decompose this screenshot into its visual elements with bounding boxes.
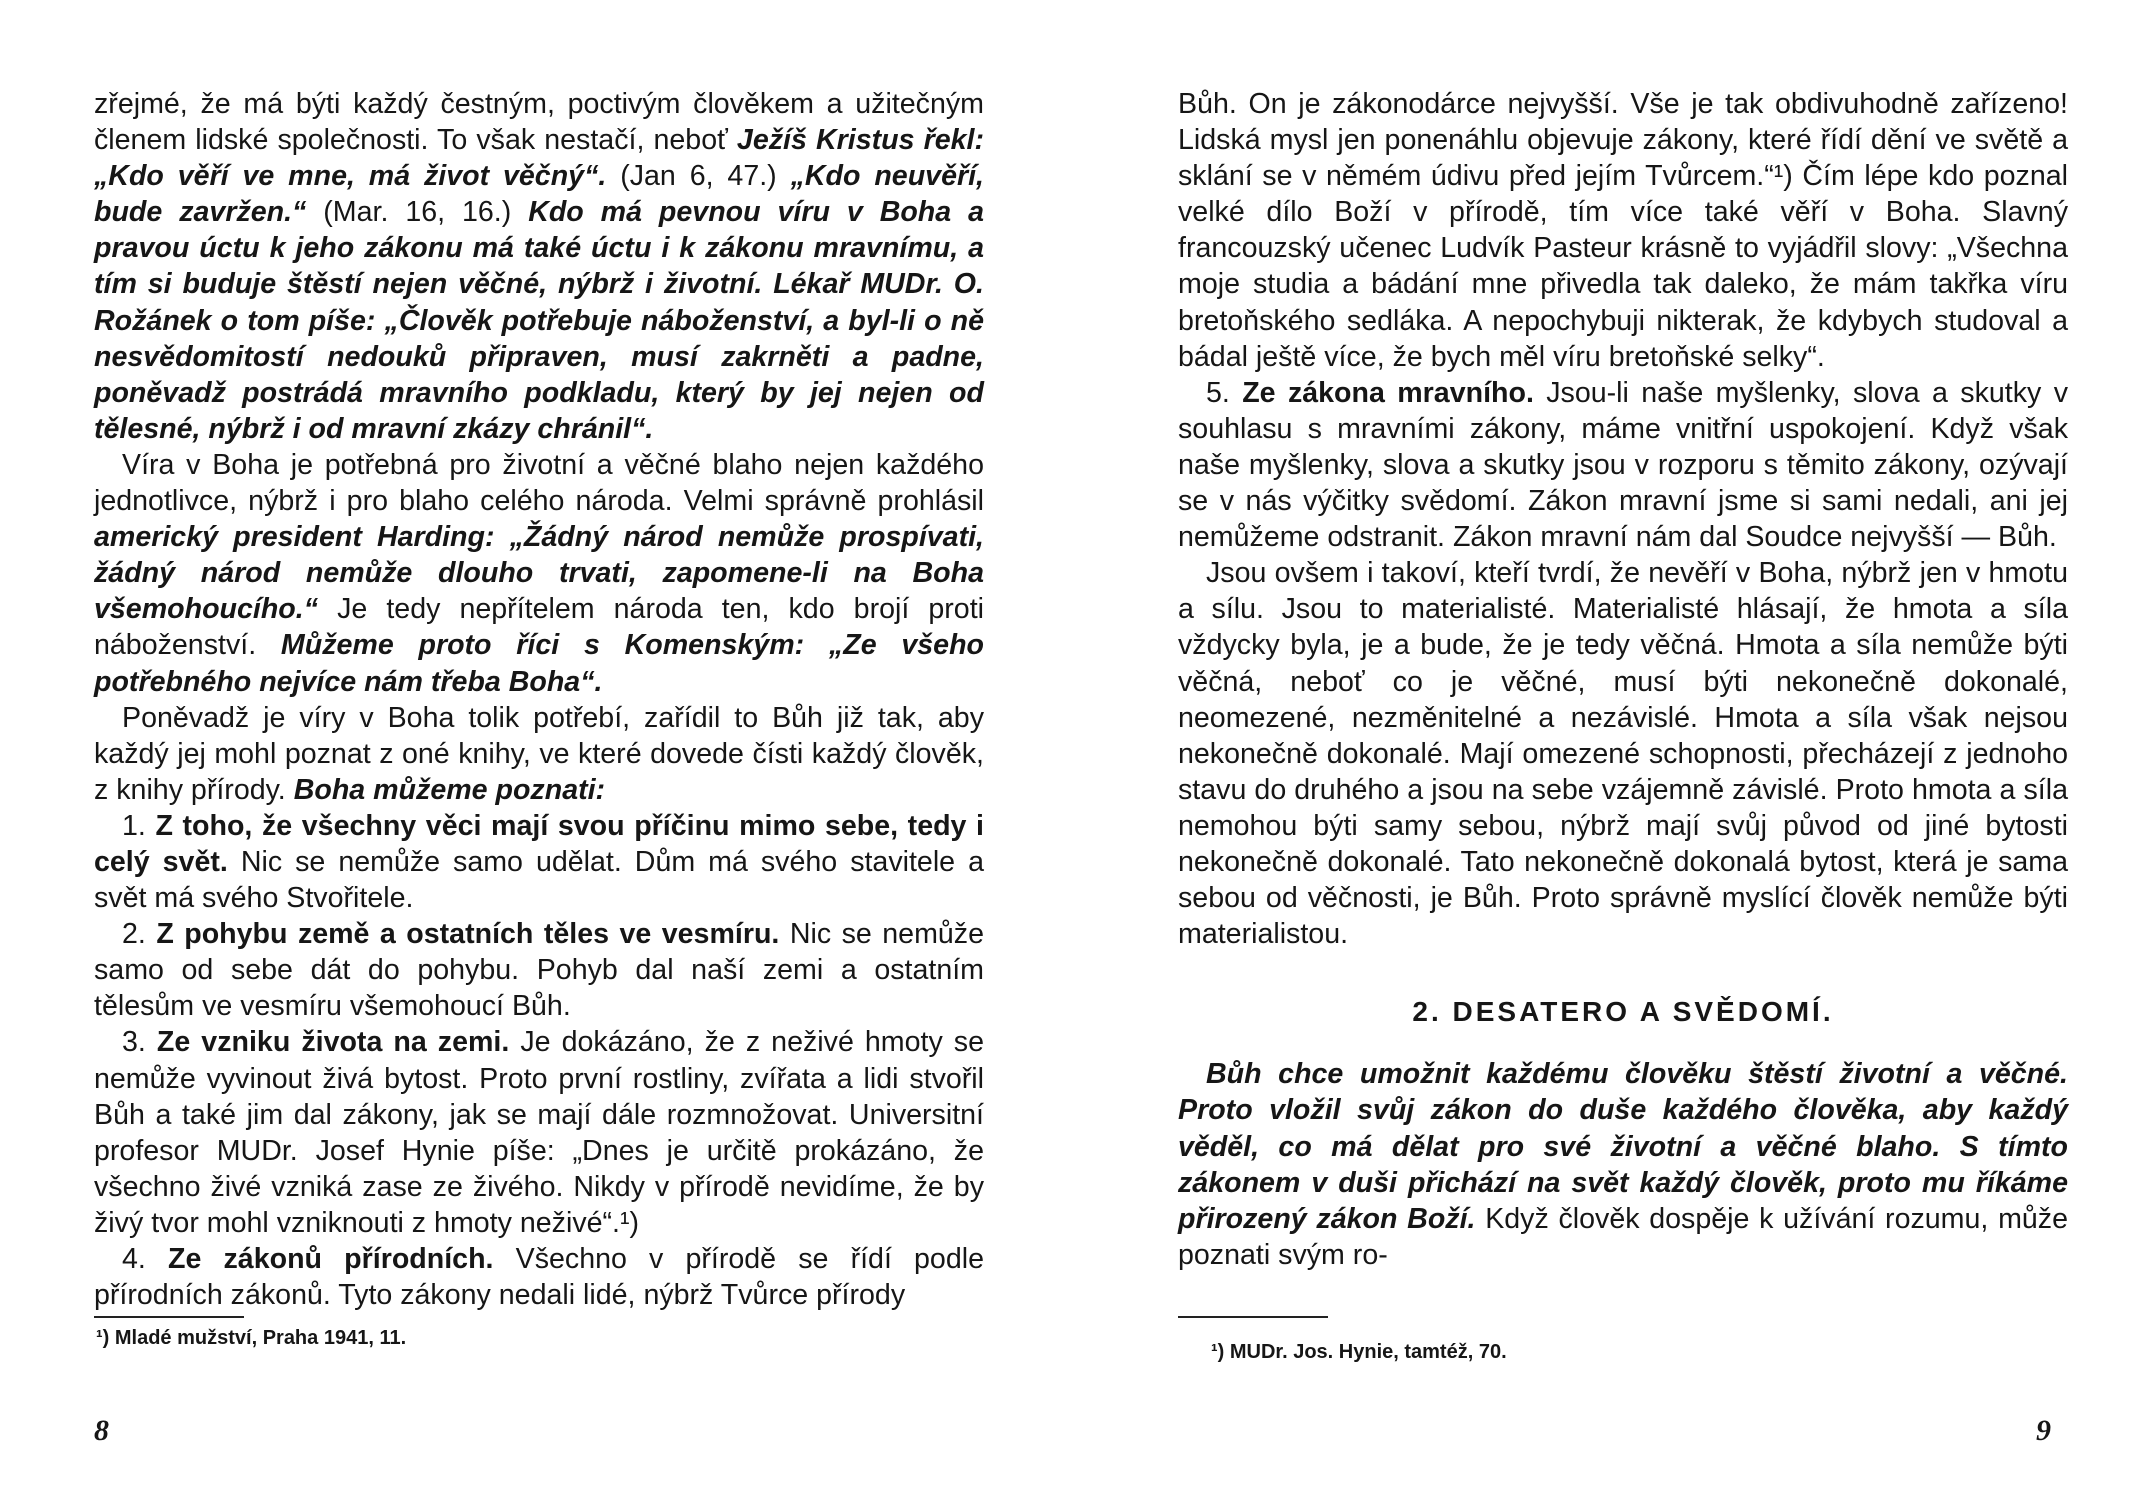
section-heading: 2. DESATERO A SVĚDOMÍ. [1412, 996, 1834, 1028]
bold-run: Ze vzniku života na zemi. [156, 1026, 510, 1059]
italic-run: americký president Harding: „Žádný národ nemůže prospívati, žádný národ nemůže dlouho trvati, zapomene-li na Boha všemohoucího.“ [94, 521, 984, 626]
text-run: Jsou-li naše myšlenky, slova a skutky v souhlasu s mravními zákony, máme vnitřní uspokojení. Když však naše myšlenky, slova a skutky jsou v rozporu s těmito zákony, ozývají se v nás výčitky svědomí. Zákon mravní jsme si sami nedali, ani jej nemůžeme odstranit. Zákon mravní nám dal Soudce nejvyšší — Bůh. [1178, 376, 2068, 554]
bold-run: Ze zákona mravního. [1242, 376, 1534, 409]
text-run: 4. [122, 1243, 168, 1275]
page-number: 9 [2036, 1414, 2051, 1447]
paragraph [1178, 375, 2068, 555]
text-run: Když člověk dospěje k užívání rozumu, může poznati svým ro- [1178, 1202, 2068, 1271]
paragraph [1178, 1056, 2068, 1273]
italic-run: Můžeme proto říci s Komenským: „Ze všeho potřebného nejvíce nám třeba Boha“. [94, 629, 984, 698]
text-run: 1. [122, 809, 156, 842]
text-run: Je dokázáno, že z neživé hmoty se nemůže vyvinout živá bytost. Proto první rostliny, zvířata a lidi stvořil Bůh a také jim dal zákony, jak se mají dále rozmnožovat. Universitní profesor MUDr. Josef Hynie píše: „Dnes je určitě prokázáno, že všechno živé vzniká zase ze živého. Nikdy v přírodě nevidíme, že by živý tvor mohl vzniknouti z hmoty neživé“.¹) [94, 1026, 984, 1239]
text-run: 2. [122, 918, 157, 951]
text-run: zřejmé, že má býti každý čestným, poctivým člověkem a užitečným členem lidské společnosti. To však nestačí, neboť [94, 88, 984, 157]
footnote: ¹) MUDr. Jos. Hynie, tamtéž, 70. [1211, 1341, 1507, 1363]
paragraph [94, 1241, 984, 1313]
text-run: Je tedy nepřítelem národa ten, kdo brojí proti náboženství. [94, 593, 984, 662]
left-page-text [94, 86, 984, 1313]
paragraph [94, 1024, 984, 1241]
text-run: 5. [1206, 376, 1243, 409]
text-run: Bůh. On je zákonodárce nejvyšší. Vše je tak obdivuhodně zařízeno! Lidská mysl jen ponenáhlu objevuje zákony, které řídí dění ve světě a sklání se v němém údivu před jejím Tvůrcem.“¹) Čím lépe kdo poznal velké dílo Boží v přírodě, tím více také věří v Boha. Slavný francouzský učenec Ludvík Pasteur krásně to vyjádřil slovy: „Všechna moje studia a bádání mne přivedla tak daleko, že mám takřka víru bretoňského sedláka. A nepochybuji nikterak, že kdybych studoval a bádal ještě více, že bych měl víru bretoňské selky“. [1178, 88, 2068, 373]
paragraph [94, 86, 984, 447]
text-run: Jsou ovšem i takoví, kteří tvrdí, že nevěří v Boha, nýbrž jen v hmotu a sílu. Jsou to materialisté. Materialisté hlásají, že hmota a síla vždycky byla, je a bude, že je tedy věčná. Hmota a síla nemůže býti věčná, neboť co je věčné, musí býti nekonečně dokonalé, neomezené, nezměnitelné a nezávislé. Hmota a síla však nejsou nekonečně dokonalé. Mají omezené schopnosti, přecházejí z jednoho stavu do druhého a jsou na sebe vzájemně závislé. Proto hmota a síla nemohou býti samy sebou, nýbrž mají svůj původ od jiné bytosti nekonečně dokonalé. Tato nekonečně dokonalá bytost, která je sama sebou od věčnosti, je Bůh. Proto správně myslící člověk nemůže býti materialistou. [1178, 557, 2068, 951]
paragraph [94, 916, 984, 1024]
bold-run: Ze zákonů přírodních. [168, 1243, 494, 1275]
italic-run: „Kdo neuvěří, bude zavržen.“ [94, 160, 984, 229]
italic-run: Kdo má pevnou víru v Boha a pravou úctu k jeho zákonu má také úctu i k zákonu mravnímu, a tím si buduje štěstí nejen věčné, nýbrž i životní. Lékař MUDr. O. Rožánek o tom píše: „Člověk potřebuje náboženství, a byl-li o ně nesvědomitostí nedouků připraven, musí zakrněti a padne, poněvadž postrádá mravního podkladu, který by jej nejen od tělesné, nýbrž i od mravní zkázy chránil“. [94, 196, 984, 445]
italic-run: Bůh chce umožnit každému člověku štěstí životní a věčné. Proto vložil svůj zákon do duše každého člověka, aby každý věděl, co má dělat pro své životní a věčné blaho. S tímto zákonem v duši přichází na svět každý člověk, proto mu říkáme přirozený zákon Boží. [1178, 1058, 2068, 1235]
text-run: Poněvadž je víry v Boha tolik potřebí, zařídil to Bůh již tak, aby každý jej mohl poznat z oné knihy, ve které dovede čísti každý člověk, z knihy přírody. [94, 701, 984, 806]
page-number: 8 [94, 1414, 109, 1447]
bold-run: Z pohybu země a ostatních těles ve vesmíru. [156, 918, 780, 951]
italic-run: Ježíš Kristus řekl: „Kdo věří ve mne, má život věčný“. [94, 124, 984, 193]
text-run: Všechno v přírodě se řídí podle přírodních zákonů. Tyto zákony nedali lidé, nýbrž Tvůrce přírody [94, 1243, 984, 1312]
text-run: Nic se nemůže samo udělat. Dům má svého stavitele a svět má svého Stvořitele. [94, 845, 984, 915]
paragraph [94, 447, 984, 700]
text-run: 3. [122, 1026, 157, 1059]
text-run: Nic se nemůže samo od sebe dát do pohybu. Pohyb dal naší zemi a ostatním tělesům ve vesmíru všemohoucí Bůh. [94, 918, 984, 1023]
paragraph [1178, 555, 2068, 952]
text-run: (Mar. 16, 16.) [306, 196, 529, 229]
text-run: Víra v Boha je potřebná pro životní a věčné blaho nejen každého jednotlivce, nýbrž i pro blaho celého národa. Velmi správně prohlásil [94, 448, 984, 518]
right-page-text [1178, 86, 2068, 1273]
text-run: (Jan 6, 47.) [606, 160, 791, 193]
paragraph [94, 808, 984, 916]
paragraph [94, 700, 984, 808]
right-page [1071, 0, 2142, 1500]
italic-run: Boha můžeme poznati: [293, 773, 606, 806]
bold-run: Z toho, že všechny věci mají svou příčinu mimo sebe, tedy i celý svět. [94, 809, 984, 878]
footnote-rule [1178, 1316, 1328, 1318]
footnote: ¹) Mladé mužství, Praha 1941, 11. [96, 1327, 407, 1349]
footnote-rule [94, 1316, 244, 1318]
paragraph [1178, 86, 2068, 375]
